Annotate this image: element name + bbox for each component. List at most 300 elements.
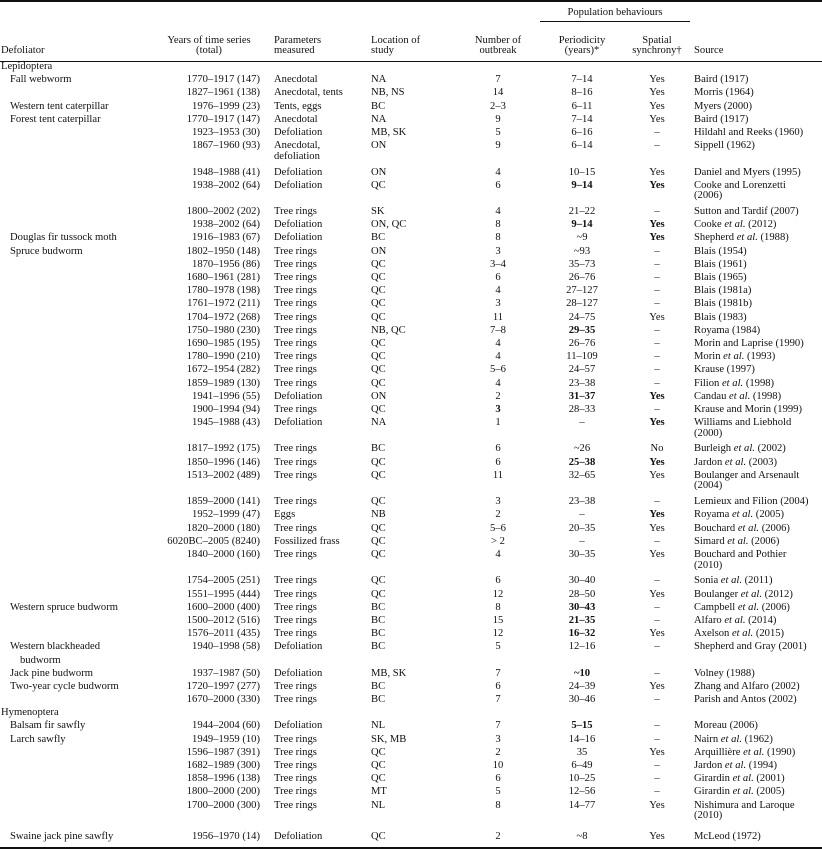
periodicity-header: Periodicity (years)* xyxy=(540,22,624,62)
parameters-cell: Tree rings xyxy=(274,364,317,376)
periodicity-cell: 21–22 xyxy=(568,206,596,218)
parameters-cell: Tree rings xyxy=(274,773,317,785)
outbreak-cell: 4 xyxy=(495,377,501,389)
outbreak-cell: 6 xyxy=(495,443,501,455)
synchrony-cell: – xyxy=(654,601,660,613)
source-cell: Baird (1917) xyxy=(694,113,749,125)
periodicity-cell: 30–35 xyxy=(568,549,596,560)
location-cell: QC xyxy=(371,364,386,376)
periodicity-cell: ~10 xyxy=(573,667,591,679)
parameters-cell: Tree rings xyxy=(274,760,317,772)
synchrony-cell: – xyxy=(654,720,660,732)
source-cell: Burleigh et al. (2002) xyxy=(694,443,786,455)
years-cell: 1916–1983 (67) xyxy=(192,232,260,244)
synchrony-cell: – xyxy=(654,285,660,297)
parameters-cell: Defoliation xyxy=(268,827,365,848)
location-cell: BC xyxy=(371,601,386,613)
source-cell: Sippell (1962) xyxy=(694,140,755,152)
defoliator-cell xyxy=(0,181,150,207)
synchrony-cell: Yes xyxy=(649,232,665,244)
years-cell: 1770–1917 (147) xyxy=(186,113,260,125)
years-cell: 1867–1960 (93) xyxy=(192,140,260,152)
periodicity-cell: 5–15 xyxy=(571,720,593,732)
location-cell: ON xyxy=(371,166,387,178)
location-cell: NB, NS xyxy=(371,87,405,99)
parameters-cell: Tree rings xyxy=(274,522,317,534)
location-cell: BC xyxy=(371,641,386,653)
outbreak-cell: 6 xyxy=(495,680,501,692)
source-cell: Hildahl and Reeks (1960) xyxy=(694,126,804,138)
synchrony-cell: – xyxy=(654,337,660,349)
periodicity-cell: 14–16 xyxy=(568,733,596,745)
defoliator-cell: budworm xyxy=(20,654,61,666)
synchrony-cell: No xyxy=(650,443,664,455)
outbreak-cell: 4 xyxy=(495,285,501,297)
periodicity-cell: ~26 xyxy=(573,443,591,455)
years-cell: 1976–1999 (23) xyxy=(192,100,260,112)
outbreak-cell: 3 xyxy=(495,403,501,415)
table-row xyxy=(0,524,822,537)
defoliator-cell xyxy=(0,88,150,101)
periodicity-cell: 35–73 xyxy=(568,258,596,270)
outbreak-cell: 6 xyxy=(495,456,501,468)
source-cell: Blais (1961) xyxy=(694,258,747,270)
defoliator-cell: Western tent caterpillar xyxy=(10,100,109,112)
table-row xyxy=(0,365,822,378)
table-row xyxy=(0,168,822,181)
synchrony-cell: Yes xyxy=(649,680,665,692)
parameters-cell: Defoliation xyxy=(274,720,323,732)
source-cell: Axelson et al. (2015) xyxy=(694,628,785,640)
location-cell: QC xyxy=(371,575,386,587)
periodicity-cell: ~9 xyxy=(576,232,588,244)
defoliator-cell: Western blackheaded xyxy=(10,641,101,653)
synchrony-cell: – xyxy=(654,324,660,336)
outbreak-cell: 7 xyxy=(495,667,501,679)
table-row xyxy=(0,418,822,444)
outbreak-cell: 3 xyxy=(495,733,501,745)
synchrony-cell: Yes xyxy=(624,827,690,848)
defoliator-cell: Western spruce budworm xyxy=(10,601,118,613)
parameters-cell: Defoliation xyxy=(274,390,323,402)
periodicity-cell: 28–127 xyxy=(566,298,598,310)
synchrony-cell: – xyxy=(654,786,660,798)
synchrony-cell: Yes xyxy=(649,522,665,534)
table-row xyxy=(0,102,822,115)
parameters-cell: Tree rings xyxy=(274,496,317,508)
periodicity-cell: 26–76 xyxy=(568,337,596,349)
location-cell: QC xyxy=(371,549,386,560)
source-cell: Boulanger and Arsenault (2004) xyxy=(694,469,800,492)
table-row xyxy=(0,141,822,167)
synchrony-cell: – xyxy=(654,694,660,706)
defoliator-cell xyxy=(0,326,150,339)
years-cell: 1948–1988 (41) xyxy=(192,166,260,178)
parameters-cell: Defoliation xyxy=(274,126,323,138)
outbreak-cell: 5–6 xyxy=(490,522,506,534)
location-cell: QC xyxy=(371,469,386,481)
table-row xyxy=(0,787,822,800)
outbreak-cell: 7–8 xyxy=(490,324,506,336)
outbreak-cell: 8 xyxy=(495,219,501,231)
outbreak-cell: 8 xyxy=(495,232,501,244)
location-cell: BC xyxy=(371,680,386,692)
parameters-cell: Tree rings xyxy=(274,324,317,336)
periodicity-cell: 24–57 xyxy=(568,364,596,376)
years-cell: 1858–1996 (138) xyxy=(186,773,260,785)
outbreak-cell: 5 xyxy=(495,641,501,653)
years-cell: 1596–1987 (391) xyxy=(186,746,260,758)
source-cell: Morris (1964) xyxy=(694,87,754,99)
source-cell: Cooke and Lorenzetti (2006) xyxy=(694,179,786,202)
periodicity-cell: 11–109 xyxy=(566,351,598,363)
defoliator-cell xyxy=(0,748,150,761)
years-cell: 1859–1989 (130) xyxy=(186,377,260,389)
table-row xyxy=(0,827,822,848)
years-cell: 1500–2012 (516) xyxy=(186,614,260,626)
source-cell: Boulanger et al. (2012) xyxy=(694,588,793,600)
outbreak-cell: > 2 xyxy=(491,535,505,547)
years-cell: 1923–1953 (30) xyxy=(192,126,260,138)
defoliator-cell xyxy=(0,576,150,589)
parameters-cell: Fossilized frass xyxy=(274,535,340,547)
periodicity-cell: 21–35 xyxy=(568,614,596,626)
parameters-cell: Defoliation xyxy=(274,179,323,191)
parameters-cell: Tree rings xyxy=(274,733,317,745)
location-cell: BC xyxy=(371,232,386,244)
periodicity-cell: 30–40 xyxy=(568,575,596,587)
table-row xyxy=(0,444,822,457)
population-behaviours-header: Population behaviours xyxy=(540,1,690,22)
table-row xyxy=(0,550,822,576)
parameters-header: Parameters measured xyxy=(268,22,365,62)
outbreak-header: Number of outbreak xyxy=(456,22,540,62)
outbreak-cell: 9 xyxy=(495,113,501,125)
years-header: Years of time series (total) xyxy=(150,22,268,62)
parameters-cell: Tree rings xyxy=(274,337,317,349)
source-cell: Bouchard and Pothier (2010) xyxy=(694,549,787,571)
source-cell: Shepherd and Gray (2001) xyxy=(694,641,807,653)
source-cell: Morin and Laprise (1990) xyxy=(694,337,804,349)
outbreak-cell: 8 xyxy=(495,601,501,613)
defoliator-cell xyxy=(0,141,150,167)
empty-cell xyxy=(690,656,822,669)
source-cell: Krause (1997) xyxy=(694,364,755,376)
source-cell: Shepherd et al. (1988) xyxy=(694,232,789,244)
outbreak-cell: 4 xyxy=(495,351,501,363)
source-cell: Baird (1917) xyxy=(694,74,749,86)
synchrony-cell: – xyxy=(654,496,660,508)
location-cell: QC xyxy=(371,337,386,349)
location-cell: QC xyxy=(371,258,386,270)
defoliator-cell xyxy=(0,392,150,405)
years-cell: 1682–1989 (300) xyxy=(186,760,260,772)
parameters-cell: Tree rings xyxy=(274,786,317,798)
table-row xyxy=(0,88,822,101)
outbreak-cell: 12 xyxy=(492,588,504,600)
location-cell: QC xyxy=(371,496,386,508)
outbreak-cell: 2 xyxy=(456,827,540,848)
defoliator-cell xyxy=(0,260,150,273)
synchrony-cell: – xyxy=(654,535,660,547)
location-cell: QC xyxy=(371,351,386,363)
periodicity-cell: 30–46 xyxy=(568,694,596,706)
source-cell: Royama (1984) xyxy=(694,324,761,336)
periodicity-cell: 7–14 xyxy=(571,113,593,125)
defoliator-cell xyxy=(0,590,150,603)
periodicity-cell: 24–39 xyxy=(568,680,596,692)
outbreak-cell: 6 xyxy=(495,272,501,284)
location-cell: QC xyxy=(371,377,386,389)
parameters-cell: Tree rings xyxy=(274,206,317,218)
outbreak-cell: 5 xyxy=(495,786,501,798)
location-cell: QC xyxy=(371,285,386,297)
years-cell: 1802–1950 (148) xyxy=(186,245,260,257)
outbreak-cell: 9 xyxy=(495,140,501,152)
defoliator-cell: Fall webworm xyxy=(10,74,72,86)
periodicity-cell: 10–25 xyxy=(568,773,596,785)
outbreak-cell: 3–4 xyxy=(490,258,506,270)
periodicity-cell: 6–11 xyxy=(571,100,593,112)
empty-cell xyxy=(150,656,268,669)
table-row xyxy=(0,326,822,339)
location-cell: QC xyxy=(371,179,386,191)
synchrony-cell: – xyxy=(654,364,660,376)
empty-cell xyxy=(456,656,540,669)
periodicity-cell: 7–14 xyxy=(571,74,593,86)
defoliator-cell xyxy=(0,444,150,457)
years-cell: 1940–1998 (58) xyxy=(192,641,260,653)
table-row xyxy=(0,392,822,405)
defoliator-cell xyxy=(0,761,150,774)
empty-cell xyxy=(540,656,624,669)
source-cell: Blais (1965) xyxy=(694,272,747,284)
location-cell: BC xyxy=(371,628,386,640)
years-cell: 1944–2004 (60) xyxy=(192,720,260,732)
parameters-cell: Tree rings xyxy=(274,469,317,481)
periodicity-cell: 26–76 xyxy=(568,272,596,284)
parameters-cell: Tree rings xyxy=(274,403,317,415)
parameters-cell: Tree rings xyxy=(274,298,317,310)
location-cell: MB, SK xyxy=(371,126,407,138)
defoliator-cell xyxy=(0,273,150,286)
defoliator-cell: Forest tent caterpillar xyxy=(10,113,101,125)
outbreak-cell: 2 xyxy=(495,509,501,521)
periodicity-cell: 20–35 xyxy=(568,522,596,534)
parameters-cell: Tree rings xyxy=(274,799,317,811)
defoliator-cell xyxy=(0,379,150,392)
synchrony-cell: Yes xyxy=(649,390,665,402)
synchrony-cell: – xyxy=(654,575,660,587)
location-cell: QC xyxy=(371,773,386,785)
synchrony-cell: – xyxy=(654,206,660,218)
synchrony-cell: – xyxy=(654,140,660,152)
periodicity-cell: 35 xyxy=(576,746,588,758)
source-header: Source xyxy=(690,22,822,62)
periodicity-cell: – xyxy=(579,509,585,521)
periodicity-cell: 12–16 xyxy=(568,641,596,653)
location-cell: BC xyxy=(371,614,386,626)
periodicity-cell: 9–14 xyxy=(571,179,593,191)
defoliator-cell xyxy=(0,471,150,497)
source-cell: Nishimura and Laroque (2010) xyxy=(694,799,795,822)
synchrony-cell: Yes xyxy=(649,746,665,758)
parameters-cell: Anecdotal xyxy=(274,113,318,125)
years-cell: 1704–1972 (268) xyxy=(186,311,260,323)
parameters-cell: Defoliation xyxy=(274,232,323,244)
parameters-cell: Tree rings xyxy=(274,575,317,587)
defoliator-cell xyxy=(0,365,150,378)
years-cell: 1513–2002 (489) xyxy=(186,469,260,481)
outbreak-cell: 14 xyxy=(492,87,504,99)
source-cell: Arquillière et al. (1990) xyxy=(694,746,796,758)
years-cell: 1690–1985 (195) xyxy=(186,337,260,349)
outbreak-cell: 4 xyxy=(495,337,501,349)
years-cell: 1600–2000 (400) xyxy=(186,601,260,613)
source-cell: Krause and Morin (1999) xyxy=(694,403,802,415)
table-row xyxy=(0,115,822,128)
parameters-cell: Defoliation xyxy=(274,166,323,178)
location-cell: QC xyxy=(371,760,386,772)
synchrony-cell: – xyxy=(654,641,660,653)
years-cell: 1670–2000 (330) xyxy=(186,694,260,706)
outbreak-cell: 6 xyxy=(495,773,501,785)
years-cell: 1780–1990 (210) xyxy=(186,351,260,363)
periodicity-cell: 14–77 xyxy=(568,799,596,811)
years-cell: 1941–1996 (55) xyxy=(192,390,260,402)
location-cell: NB, QC xyxy=(371,324,406,336)
parameters-cell: Anecdotal, defoliation xyxy=(274,140,321,162)
location-cell: ON xyxy=(371,390,387,402)
defoliator-cell xyxy=(0,497,150,510)
source-cell: Blais (1983) xyxy=(694,311,747,323)
parameters-cell: Tree rings xyxy=(274,258,317,270)
years-cell: 1780–1978 (198) xyxy=(186,285,260,297)
years-cell: 1850–1996 (146) xyxy=(186,456,260,468)
periodicity-cell: 32–65 xyxy=(568,469,596,481)
synchrony-cell: Yes xyxy=(649,509,665,521)
table-row xyxy=(0,379,822,392)
years-cell: 1938–2002 (64) xyxy=(192,179,260,191)
parameters-cell: Tree rings xyxy=(274,311,317,323)
outbreak-cell: 4 xyxy=(495,549,501,560)
empty-cell xyxy=(268,656,365,669)
outbreak-cell: 2 xyxy=(495,390,501,402)
synchrony-cell: Yes xyxy=(649,87,665,99)
parameters-cell: Tree rings xyxy=(274,443,317,455)
synchrony-cell: Yes xyxy=(649,588,665,600)
location-cell: SK xyxy=(371,206,385,218)
location-cell: QC xyxy=(371,522,386,534)
defoliator-cell xyxy=(0,168,150,181)
outbreak-cell: 4 xyxy=(495,206,501,218)
outbreak-cell: 12 xyxy=(492,628,504,640)
defoliator-cell xyxy=(0,352,150,365)
synchrony-cell: – xyxy=(654,760,660,772)
parameters-cell: Tree rings xyxy=(274,285,317,297)
years-cell: 1551–1995 (444) xyxy=(186,588,260,600)
source-cell: Jardon et al. (1994) xyxy=(694,760,778,772)
outbreak-cell: 7 xyxy=(495,694,501,706)
synchrony-cell: Yes xyxy=(649,166,665,178)
source-cell: Zhang and Alfaro (2002) xyxy=(694,680,800,692)
parameters-cell: Defoliation xyxy=(274,641,323,653)
periodicity-cell: 16–32 xyxy=(568,628,596,640)
table-row xyxy=(0,656,822,669)
location-cell: QC xyxy=(371,311,386,323)
years-cell: 1949–1959 (10) xyxy=(192,733,260,745)
source-cell: Sonia et al. (2011) xyxy=(694,575,773,587)
defoliator-cell xyxy=(0,774,150,787)
location-cell: QC xyxy=(371,272,386,284)
years-cell: 1945–1988 (43) xyxy=(192,417,260,429)
synchrony-cell: – xyxy=(654,351,660,363)
defoliator-cell xyxy=(0,286,150,299)
table-row xyxy=(0,576,822,589)
years-cell: 1937–1987 (50) xyxy=(192,667,260,679)
periodicity-cell: 25–38 xyxy=(568,456,596,468)
source-cell: Bouchard et al. (2006) xyxy=(694,522,790,534)
synchrony-cell: – xyxy=(654,245,660,257)
table-row xyxy=(0,590,822,603)
defoliator-cell xyxy=(0,418,150,444)
parameters-cell: Tree rings xyxy=(274,456,317,468)
periodicity-cell: 28–50 xyxy=(568,588,596,600)
years-cell: 1840–2000 (160) xyxy=(186,549,260,560)
defoliator-cell: Douglas fir tussock moth xyxy=(10,232,117,244)
location-cell: MB, SK xyxy=(371,667,407,679)
location-cell: ON xyxy=(371,245,387,257)
periodicity-cell: 30–43 xyxy=(568,601,596,613)
parameters-cell: Anecdotal xyxy=(274,74,318,86)
source-cell: Nairn et al. (1962) xyxy=(694,733,773,745)
synchrony-cell: Yes xyxy=(649,219,665,231)
location-cell: QC xyxy=(371,588,386,600)
source-cell: Parish and Antos (2002) xyxy=(694,694,797,706)
defoliator-cell xyxy=(0,524,150,537)
synchrony-cell: – xyxy=(654,733,660,745)
periodicity-cell: ~93 xyxy=(573,245,591,257)
defoliator-cell xyxy=(0,616,150,629)
years-cell: 1800–2002 (202) xyxy=(186,206,260,218)
synchrony-cell: Yes xyxy=(649,799,665,811)
outbreak-cell: 7 xyxy=(495,720,501,732)
source-cell: Moreau (2006) xyxy=(694,720,758,732)
source-cell: Girardin et al. (2001) xyxy=(694,773,785,785)
location-cell: NL xyxy=(371,720,386,732)
source-cell: Blais (1981b) xyxy=(694,298,752,310)
outbreak-cell: 1 xyxy=(495,417,501,429)
periodicity-cell: ~8 xyxy=(540,827,624,848)
periodicity-cell: 24–75 xyxy=(568,311,596,323)
table-row xyxy=(0,247,822,260)
synchrony-cell: – xyxy=(654,126,660,138)
years-cell: 1900–1994 (94) xyxy=(192,403,260,415)
location-cell: NB xyxy=(371,509,386,521)
location-cell: NA xyxy=(371,113,387,125)
defoliator-cell xyxy=(0,458,150,471)
periodicity-cell: 27–127 xyxy=(566,285,598,297)
synchrony-cell: Yes xyxy=(649,74,665,86)
parameters-cell: Defoliation xyxy=(274,667,323,679)
table-row xyxy=(0,233,822,246)
location-cell: MT xyxy=(371,786,387,798)
table-row xyxy=(0,642,822,655)
table-row xyxy=(0,313,822,326)
outbreak-cell: 11 xyxy=(492,469,504,481)
outbreak-cell: 10 xyxy=(492,760,504,772)
outbreak-cell: 5 xyxy=(495,126,501,138)
